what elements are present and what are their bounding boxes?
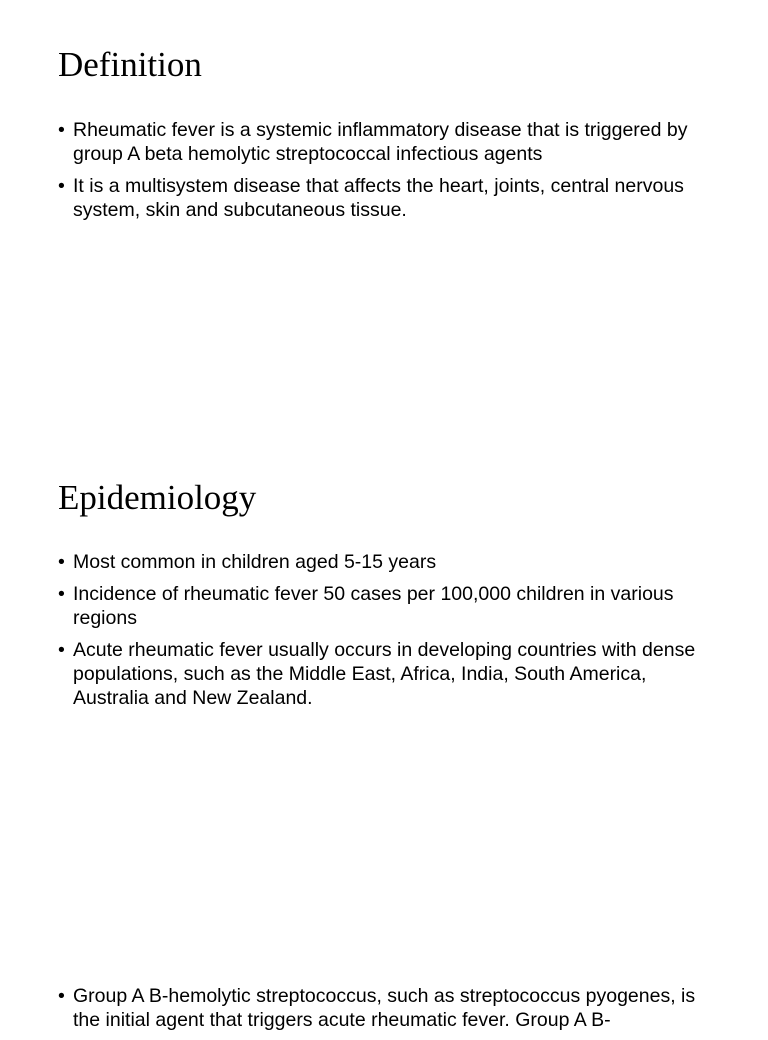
bullet-text: Group A B-hemolytic streptococcus, such as streptococcus pyogenes, is the initial agent that triggers acute rheumatic fever. Group A B- xyxy=(73,985,696,1031)
epidemiology-bullet-list xyxy=(58,550,718,718)
definition-bullet-list xyxy=(58,118,718,230)
bullet-text: Most common in children aged 5-15 years xyxy=(73,551,437,573)
bullet-icon: • xyxy=(58,985,65,1007)
etiology-bullet-list xyxy=(58,984,718,1040)
bullet-text: Acute rheumatic fever usually occurs in developing countries with dense populations, such as the Middle East, Africa, India, South America, Australia and New Zealand. xyxy=(73,639,696,709)
list-item xyxy=(58,582,718,630)
list-item xyxy=(58,174,718,222)
bullet-icon: • xyxy=(58,119,65,141)
bullet-icon: • xyxy=(58,551,65,573)
bullet-text: Rheumatic fever is a systemic inflammatory disease that is triggered by group A beta hemolytic streptococcal infectious agents xyxy=(73,119,688,165)
list-item xyxy=(58,550,718,574)
section-title-epidemiology: Epidemiology xyxy=(58,478,257,517)
list-item xyxy=(58,984,718,1032)
bullet-icon: • xyxy=(58,175,65,197)
section-title-definition: Definition xyxy=(58,45,202,84)
list-item xyxy=(58,638,718,710)
bullet-text: Incidence of rheumatic fever 50 cases per 100,000 children in various regions xyxy=(73,583,674,629)
bullet-icon: • xyxy=(58,583,65,605)
bullet-icon: • xyxy=(58,639,65,661)
list-item xyxy=(58,118,718,166)
bullet-text: It is a multisystem disease that affects the heart, joints, central nervous system, skin and subcutaneous tissue. xyxy=(73,175,684,221)
